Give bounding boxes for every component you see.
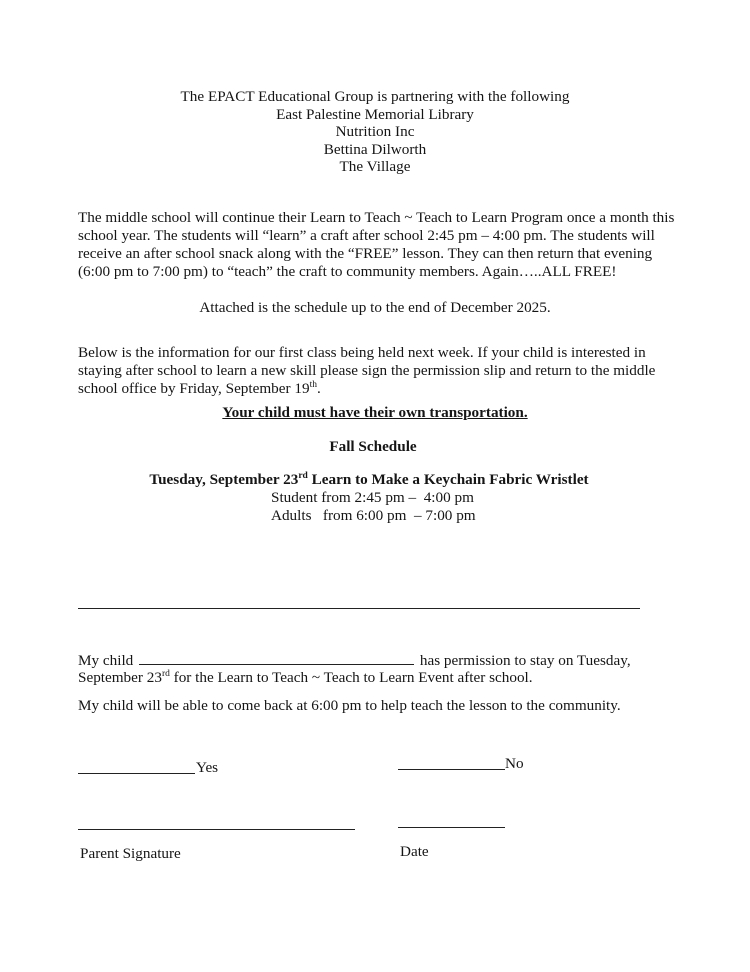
permission-date-sup: rd xyxy=(161,669,170,679)
schedule-title: Fall Schedule xyxy=(329,438,417,455)
permission-date: September 23 xyxy=(78,669,162,686)
permission-text: My child xyxy=(78,652,134,669)
partner-header xyxy=(0,88,750,176)
partner-item: Nutrition Inc xyxy=(335,123,415,141)
event-name: Learn to Make a Keychain Fabric Wristlet xyxy=(307,471,589,488)
header-intro: The EPACT Educational Group is partnering with the following xyxy=(180,88,570,105)
info-text: Below is the information for our first class being held next week. If your child is interested in staying after school to learn a new skill please sign the permission slip and return to the middle school office by Friday, September 19 xyxy=(78,344,656,397)
permission-text-end: has permission to stay on Tuesday, xyxy=(419,652,631,669)
student-time: Student from 2:45 pm – 4:00 pm xyxy=(271,489,474,506)
partner-item: East Palestine Memorial Library xyxy=(276,105,474,123)
return-statement: My child will be able to come back at 6:00 pm to help teach the lesson to the community. xyxy=(78,697,621,714)
date-field[interactable] xyxy=(398,827,505,828)
yes-field[interactable] xyxy=(78,773,195,774)
permission-line-2 xyxy=(78,669,698,687)
event-date: Tuesday, September 23 xyxy=(149,471,299,488)
partner-item: Bettina Dilworth xyxy=(323,140,427,158)
no-label: No xyxy=(505,755,524,772)
date-label: Date xyxy=(400,843,429,860)
signature-field[interactable] xyxy=(78,829,355,830)
info-paragraph xyxy=(78,344,678,398)
event-date-sup: rd xyxy=(298,471,308,481)
attached-note: Attached is the schedule up to the end of December 2025. xyxy=(199,299,551,316)
program-paragraph: The middle school will continue their Learn to Teach ~ Teach to Learn Program once a month this school year. The students will “learn” a craft after school 2:45 pm – 4:00 pm. The students will receive an after school snack along with the “FREE” lesson. They can then return that evening (6:00 pm to 7:00 pm) to “teach” the craft to community members. Again…..ALL FREE! xyxy=(78,209,675,280)
adult-time: Adults from 6:00 pm – 7:00 pm xyxy=(271,507,476,524)
info-sup: th xyxy=(309,380,317,390)
yes-label: Yes xyxy=(196,759,219,776)
event-heading xyxy=(0,471,744,489)
cut-divider xyxy=(78,608,640,609)
transport-notice: Your child must have their own transportation. xyxy=(222,404,528,421)
permission-event: for the Learn to Teach ~ Teach to Learn Event after school. xyxy=(169,669,533,686)
signature-label: Parent Signature xyxy=(80,845,181,862)
child-name-field[interactable] xyxy=(139,651,414,665)
permission-line-1 xyxy=(78,651,698,670)
partner-item: The Village xyxy=(339,158,411,176)
no-field[interactable] xyxy=(398,769,505,770)
info-end: . xyxy=(316,380,321,397)
